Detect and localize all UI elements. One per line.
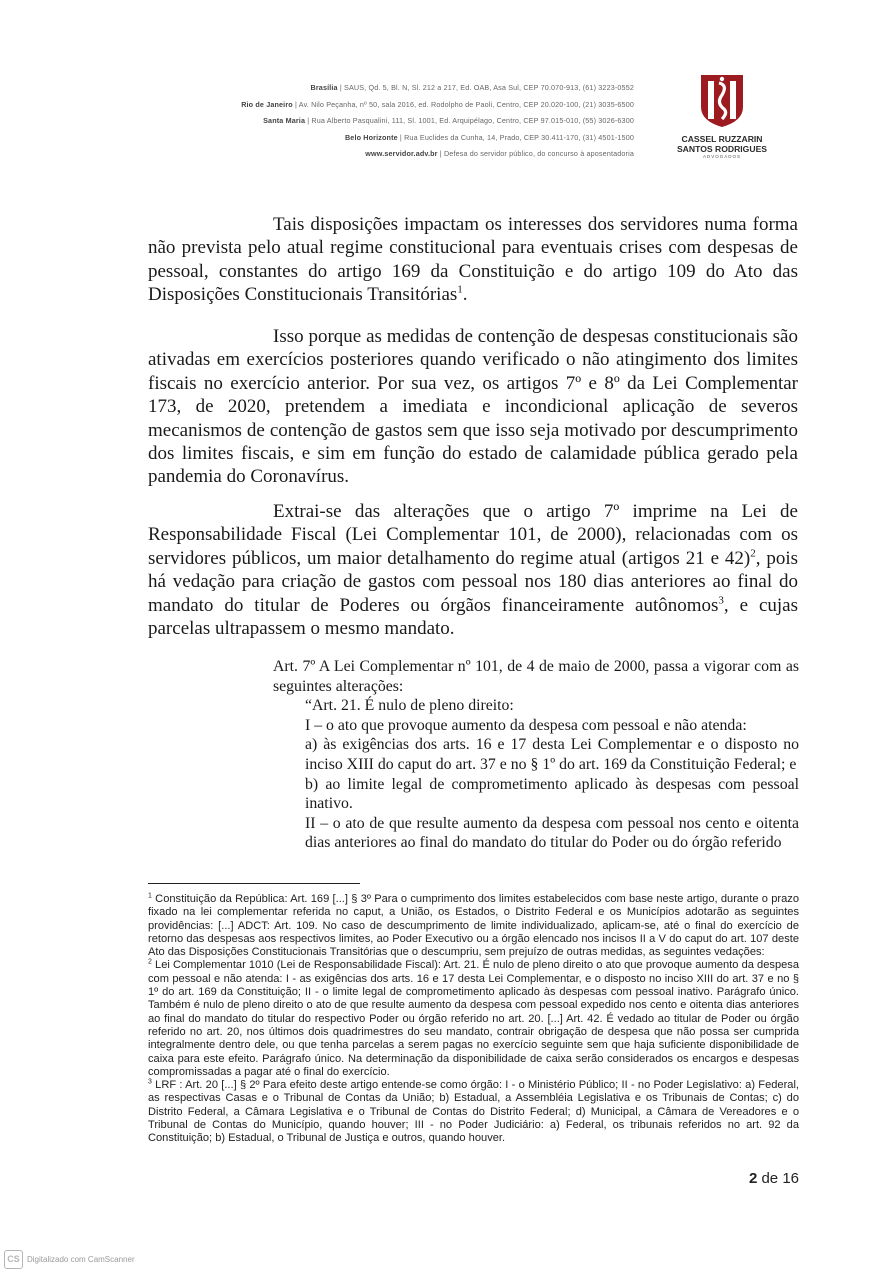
firm-name-line2: SANTOS RODRIGUES — [676, 144, 768, 154]
firm-name-line3: ADVOGADOS — [702, 154, 741, 159]
address-rio: Rio de Janeiro | Av. Nilo Peçanha, nº 50, sala 2016, ed. Rodolpho de Paoli, Centro, CEP 20.020-100, (21) 3035-6500 — [241, 99, 634, 109]
footnote-divider — [148, 883, 360, 884]
quote-line-art7: Art. 7º A Lei Complementar nº 101, de 4 de maio de 2000, passa a vigorar com as seguintes alterações: — [273, 658, 799, 695]
address-brasilia: Brasília | SAUS, Qd. 5, Bl. N, Sl. 212 a 217, Ed. OAB, Asa Sul, CEP 70.070-913, (61) 3223-0552 — [310, 83, 634, 92]
paragraph-3: Extrai-se das alterações que o artigo 7º imprime na Lei de Responsabilidade Fiscal (Lei Complementar 101, de 2000), relacionadas com os servidores públicos, um maior detalhamento do regime atual (artigos 21 e 42)$^2$, pois há vedação para criação de gastos com pessoal nos 180 dias anteriores ao final do mandato do titular de Poderes ou órgãos financeiramente autônomos$^3$, e cujas parcelas ultrapassem o mesmo mandato. — [148, 501, 798, 640]
quote-line-inciso-1: I – o ato que provoque aumento da despesa com pessoal e não atenda: — [305, 716, 747, 734]
footnote-3: $^3$ LRF : Art. 20 [...] § 2º Para efeito deste artigo entende-se como órgão: I - o Ministério Público; II - no Poder Legislativo: a) Federal, as respectivas Casas e o Tribunal de Contas da União; b) Estadual, a Assembléia Legislativa e os Tribunais de Contas; c) do Distrito Federal, a Câmara Legislativa e o Tribunal de Contas do Distrito Federal; d) Municipal, a Câmara de Vereadores e o Tribunal de Contas do Município, quando houver; III - no Poder Judiciário: a) Federal, os tribunais referidos no art. 92 da Constituição; b) Estadual, o Tribunal de Justiça e outros, quando houver. — [148, 1078, 799, 1145]
quote-line-alinea-a: a) às exigências dos arts. 16 e 17 desta Lei Complementar e o disposto no inciso XIII do caput do art. 37 e no § 1º do art. 169 da Constituição Federal; e — [305, 736, 799, 773]
law-quote — [273, 657, 799, 853]
firm-name-line1: CASSEL RUZZARIN — [681, 134, 763, 144]
firm-emblem-icon — [697, 73, 747, 129]
scanner-label: Digitalizado com CamScanner — [27, 1255, 135, 1264]
letterhead-addresses — [154, 80, 634, 163]
footnote-1: $^1$ Constituição da República: Art. 169 [...] § 3º Para o cumprimento dos limites estabelecidos com base neste artigo, durante o prazo fixado na lei complementar referida no caput, a União, os Estados, o Distrito Federal e os Municípios adotarão as seguintes providências: [...] ADCT: Art. 109. No caso de descumprimento de limite individualizado, aplicam-se, até o final do exercício de retorno das despesas aos respectivos limites, ao Poder Executivo ou a órgão elencado nos incisos II a V do caput do art. 107 deste Ato das Disposições Constitucionais Transitórias que o descumpriu, sem prejuízo de outras medidas, as seguintes vedações: — [148, 892, 799, 959]
quote-line-inciso-2: II – o ato de que resulte aumento da despesa com pessoal nos cento e oitenta dias anteriores ao final do mandato do titular do Poder ou do órgão referido — [305, 814, 799, 852]
firm-logo — [676, 73, 768, 159]
page-number: 2 de 16 — [748, 1170, 799, 1187]
quote-line-alinea-b: b) ao limite legal de comprometimento aplicado às despesas com pessoal inativo. — [305, 775, 799, 813]
address-santa-maria: Santa Maria | Rua Alberto Pasqualini, 111, Sl. 1001, Ed. Arquipélago, Centro, CEP 97.015-010, (55) 3026-6300 — [263, 116, 634, 126]
scanner-watermark — [4, 1250, 135, 1269]
website-line: www.servidor.adv.br | Defesa do servidor público, do concurso à aposentadoria — [365, 149, 634, 159]
camscanner-icon: CS — [4, 1250, 23, 1269]
footnote-2: $^2$ Lei Complementar 1010 (Lei de Responsabilidade Fiscal): Art. 21. É nulo de pleno direito o ato que provoque aumento da despesa com pessoal e não atenda: I - as exigências dos arts. 16 e 17 desta Lei Complementar, e o disposto no inciso XIII do art. 37 e no § 1º do art. 169 da Constituição; II - o limite legal de comprometimento aplicado às despesas com pessoal inativo. Parágrafo único. Também é nulo de pleno direito o ato de que resulte aumento da despesa com pessoal expedido nos cento e oitenta dias anteriores ao final do mandato do titular do respectivo Poder ou órgão referido no art. 20. [...] Art. 42. É vedado ao titular de Poder ou órgão referido no art. 20, nos últimos dois quadrimestres do seu mandato, contrair obrigação de despesa que não possa ser cumprida integralmente dentro dele, ou que tenha parcelas a serem pagas no exercício seguinte sem que haja suficiente disponibilidade de caixa para este efeito. Parágrafo único. Na determinação da disponibilidade de caixa serão considerados os encargos e despesas compromissadas a pagar até o final do exercício. — [148, 958, 799, 1078]
paragraph-2: Isso porque as medidas de contenção de despesas constitucionais são ativadas em exercícios posteriores quando verificado o não atingimento dos limites fiscais no exercício anterior. Por sua vez, os artigos 7º e 8º da Lei Complementar 173, de 2020, pretendem a imediata e incondicional aplicação de severos mecanismos de contenção de gastos sem que isso seja motivado por descumprimento dos limites fiscais, e sim em função do estado de calamidade pública gerado pela pandemia do Coronavírus. — [148, 326, 798, 488]
footnotes — [148, 893, 799, 1146]
paragraph-1: Tais disposições impactam os interesses dos servidores numa forma não prevista pelo atual regime constitucional para eventuais crises com despesas de pessoal, constantes do artigo 169 da Constituição e do artigo 109 do Ato das Disposições Constitucionais Transitórias$^1$. — [148, 214, 798, 306]
quote-line-art21: “Art. 21. É nulo de pleno direito: — [305, 697, 514, 715]
address-belo-horizonte: Belo Horizonte | Rua Euclides da Cunha, 14, Prado, CEP 30.411-170, (31) 4501-1500 — [344, 132, 634, 142]
